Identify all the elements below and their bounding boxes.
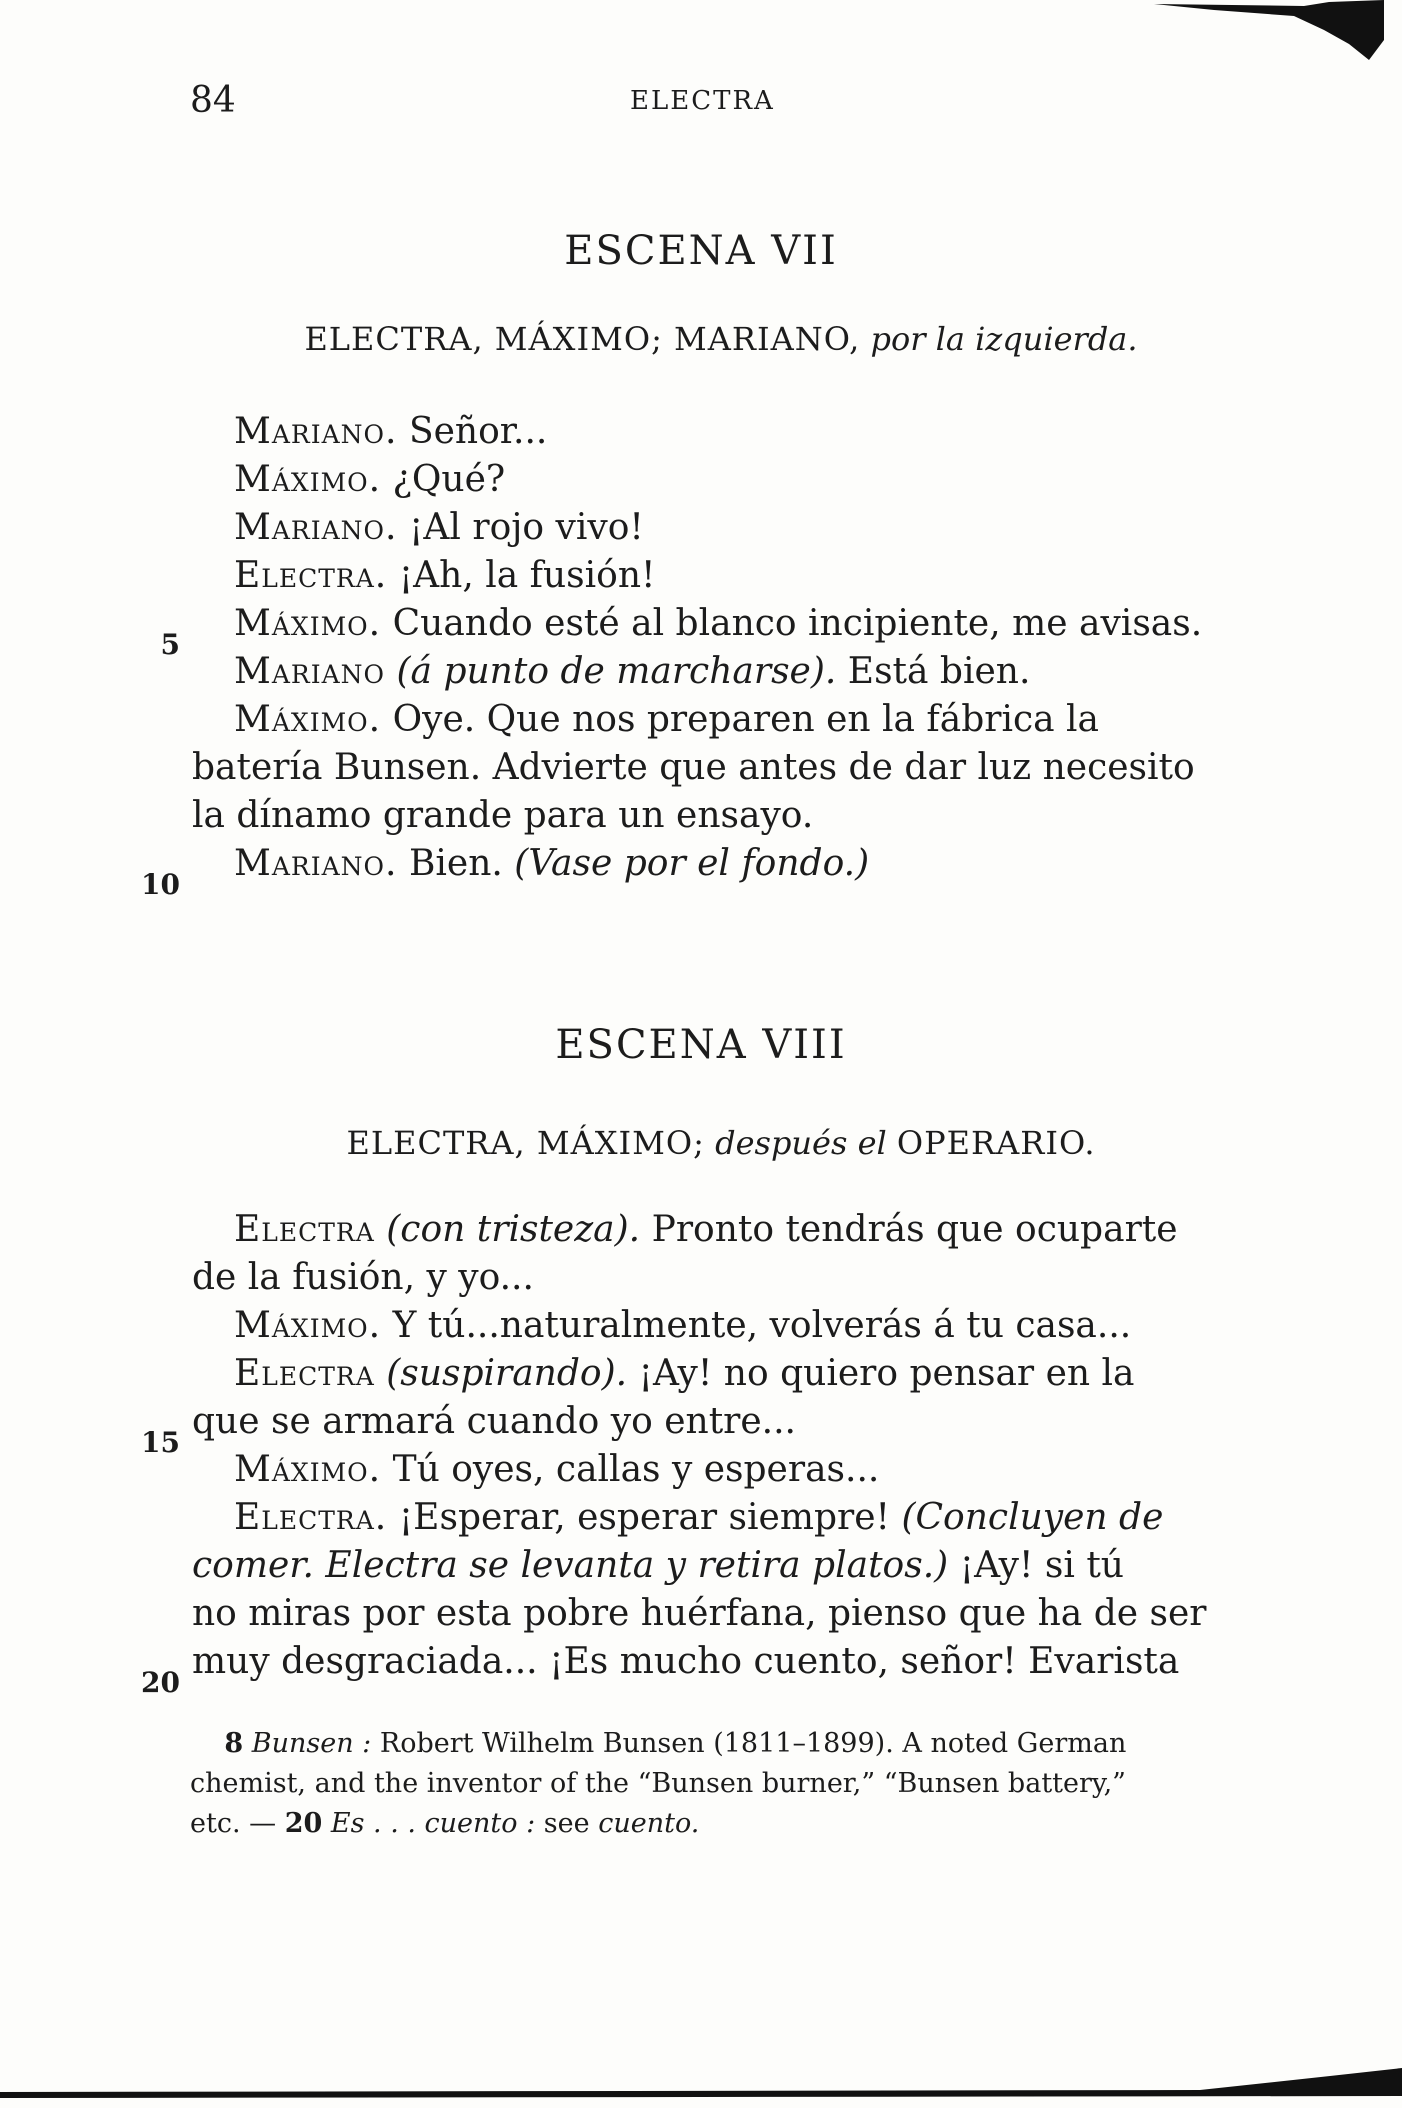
- stage-direction: (suspirando).: [386, 1353, 628, 1394]
- speaker-name: Mariano.: [234, 843, 398, 884]
- dialogue-line: [234, 1302, 1272, 1350]
- stage-direction: (Vase por el fondo.): [514, 843, 870, 884]
- footnote: [190, 1724, 1230, 1844]
- scene-8-cast: [20, 1124, 1402, 1162]
- line-number: 20: [141, 1666, 180, 1699]
- scene-8-cast-direction: después el: [715, 1124, 887, 1162]
- line-text: ¡Al rojo vivo!: [408, 507, 644, 548]
- speaker-name: Electra: [234, 1209, 375, 1250]
- line-text: la dínamo grande para un ensayo.: [192, 795, 814, 836]
- line-text: ¡Esperar, esperar siempre!: [398, 1497, 891, 1538]
- scan-corner-mark: [1154, 0, 1384, 60]
- line-text: no miras por esta pobre huérfana, pienso que ha de ser: [192, 1593, 1207, 1634]
- speaker-name: Mariano.: [234, 411, 398, 452]
- stage-direction: (Concluyen de: [901, 1497, 1164, 1538]
- speaker-name: Electra: [234, 1353, 375, 1394]
- scene-7-title: ESCENA VII: [564, 228, 838, 274]
- dialogue-line: [192, 792, 1230, 840]
- scene-7-cast: [20, 320, 1402, 358]
- line-text: ¡Ay! si tú: [959, 1545, 1124, 1586]
- running-title: ELECTRA: [630, 86, 775, 116]
- dialogue-line: [234, 552, 1272, 600]
- dialogue-line: [192, 1638, 1230, 1686]
- scene-8-cast-names: ELECTRA, MÁXIMO;: [346, 1124, 705, 1162]
- line-text: muy desgraciada... ¡Es mucho cuento, señor! Evarista: [192, 1641, 1180, 1682]
- line-text: Cuando esté al blanco incipiente, me avisas.: [392, 603, 1203, 644]
- footnote-line: [190, 1724, 1230, 1764]
- line-text: ¿Qué?: [392, 459, 506, 500]
- page-number: 84: [190, 80, 236, 121]
- line-number: 15: [141, 1426, 180, 1459]
- footnote-term: cuento.: [598, 1808, 700, 1839]
- footnote-number: 20: [284, 1808, 323, 1839]
- stage-direction: (con tristeza).: [386, 1209, 641, 1250]
- footnote-text: Robert Wilhelm Bunsen (1811–1899). A noted German: [379, 1728, 1127, 1759]
- speaker-name: Mariano: [234, 651, 386, 692]
- line-text: batería Bunsen. Advierte que antes de dar luz necesito: [192, 747, 1195, 788]
- dialogue-line: [234, 648, 1272, 696]
- dialogue-line: [234, 1446, 1272, 1494]
- footnote-line: [190, 1764, 1230, 1804]
- footnote-number: 8: [224, 1728, 244, 1759]
- line-text: ¡Ah, la fusión!: [398, 555, 656, 596]
- speaker-name: Mariano.: [234, 507, 398, 548]
- footnote-term: Es . . . cuento :: [330, 1808, 536, 1839]
- dialogue-line: [192, 1542, 1230, 1590]
- scan-bottom-edge: [0, 2058, 1402, 2098]
- line-text: Y tú...naturalmente, volverás á tu casa...: [392, 1305, 1132, 1346]
- speaker-name: Electra.: [234, 555, 388, 596]
- dialogue-line: [192, 1254, 1230, 1302]
- line-text: Bien.: [408, 843, 503, 884]
- dialogue-line: [192, 1398, 1230, 1446]
- scene-7-cast-direction: por la izquierda.: [870, 320, 1138, 358]
- dialogue-line: [234, 504, 1272, 552]
- footnote-text: chemist, and the inventor of the “Bunsen burner,” “Bunsen battery,”: [190, 1768, 1126, 1799]
- line-text: Oye. Que nos preparen en la fábrica la: [392, 699, 1100, 740]
- footnote-line: [190, 1804, 1230, 1844]
- line-text: Señor...: [408, 411, 548, 452]
- speaker-name: Electra.: [234, 1497, 388, 1538]
- footnote-text: etc. —: [190, 1808, 277, 1839]
- scene-8-title: ESCENA VIII: [555, 1022, 847, 1068]
- dialogue-line: [234, 1206, 1272, 1254]
- footnote-term: Bunsen :: [251, 1728, 372, 1759]
- dialogue-line: [234, 840, 1272, 888]
- speaker-name: Máximo.: [234, 699, 382, 740]
- dialogue-line: [234, 600, 1272, 648]
- dialogue-line: [234, 1494, 1272, 1542]
- stage-direction: (á punto de marcharse).: [396, 651, 837, 692]
- line-text: Tú oyes, callas y esperas...: [392, 1449, 880, 1490]
- dialogue-line: [192, 744, 1230, 792]
- line-number: 10: [141, 868, 180, 901]
- line-text: de la fusión, y yo...: [192, 1257, 534, 1298]
- dialogue-line: [234, 696, 1272, 744]
- line-text: ¡Ay! no quiero pensar en la: [638, 1353, 1135, 1394]
- line-text: Está bien.: [847, 651, 1031, 692]
- page-header: [0, 80, 1402, 130]
- line-number: 5: [160, 628, 180, 661]
- speaker-name: Máximo.: [234, 603, 382, 644]
- scene-8-cast-names-2: OPERARIO.: [896, 1124, 1096, 1162]
- dialogue-line: [234, 408, 1272, 456]
- speaker-name: Máximo.: [234, 1449, 382, 1490]
- line-text: que se armará cuando yo entre...: [192, 1401, 797, 1442]
- dialogue-line: [234, 1350, 1272, 1398]
- dialogue-line: [192, 1590, 1230, 1638]
- dialogue-line: [234, 456, 1272, 504]
- stage-direction: comer. Electra se levanta y retira platos.): [192, 1545, 949, 1586]
- line-text: Pronto tendrás que ocuparte: [651, 1209, 1178, 1250]
- speaker-name: Máximo.: [234, 459, 382, 500]
- footnote-text: see: [543, 1808, 590, 1839]
- scene-7-cast-names: ELECTRA, MÁXIMO; MARIANO,: [304, 320, 861, 358]
- speaker-name: Máximo.: [234, 1305, 382, 1346]
